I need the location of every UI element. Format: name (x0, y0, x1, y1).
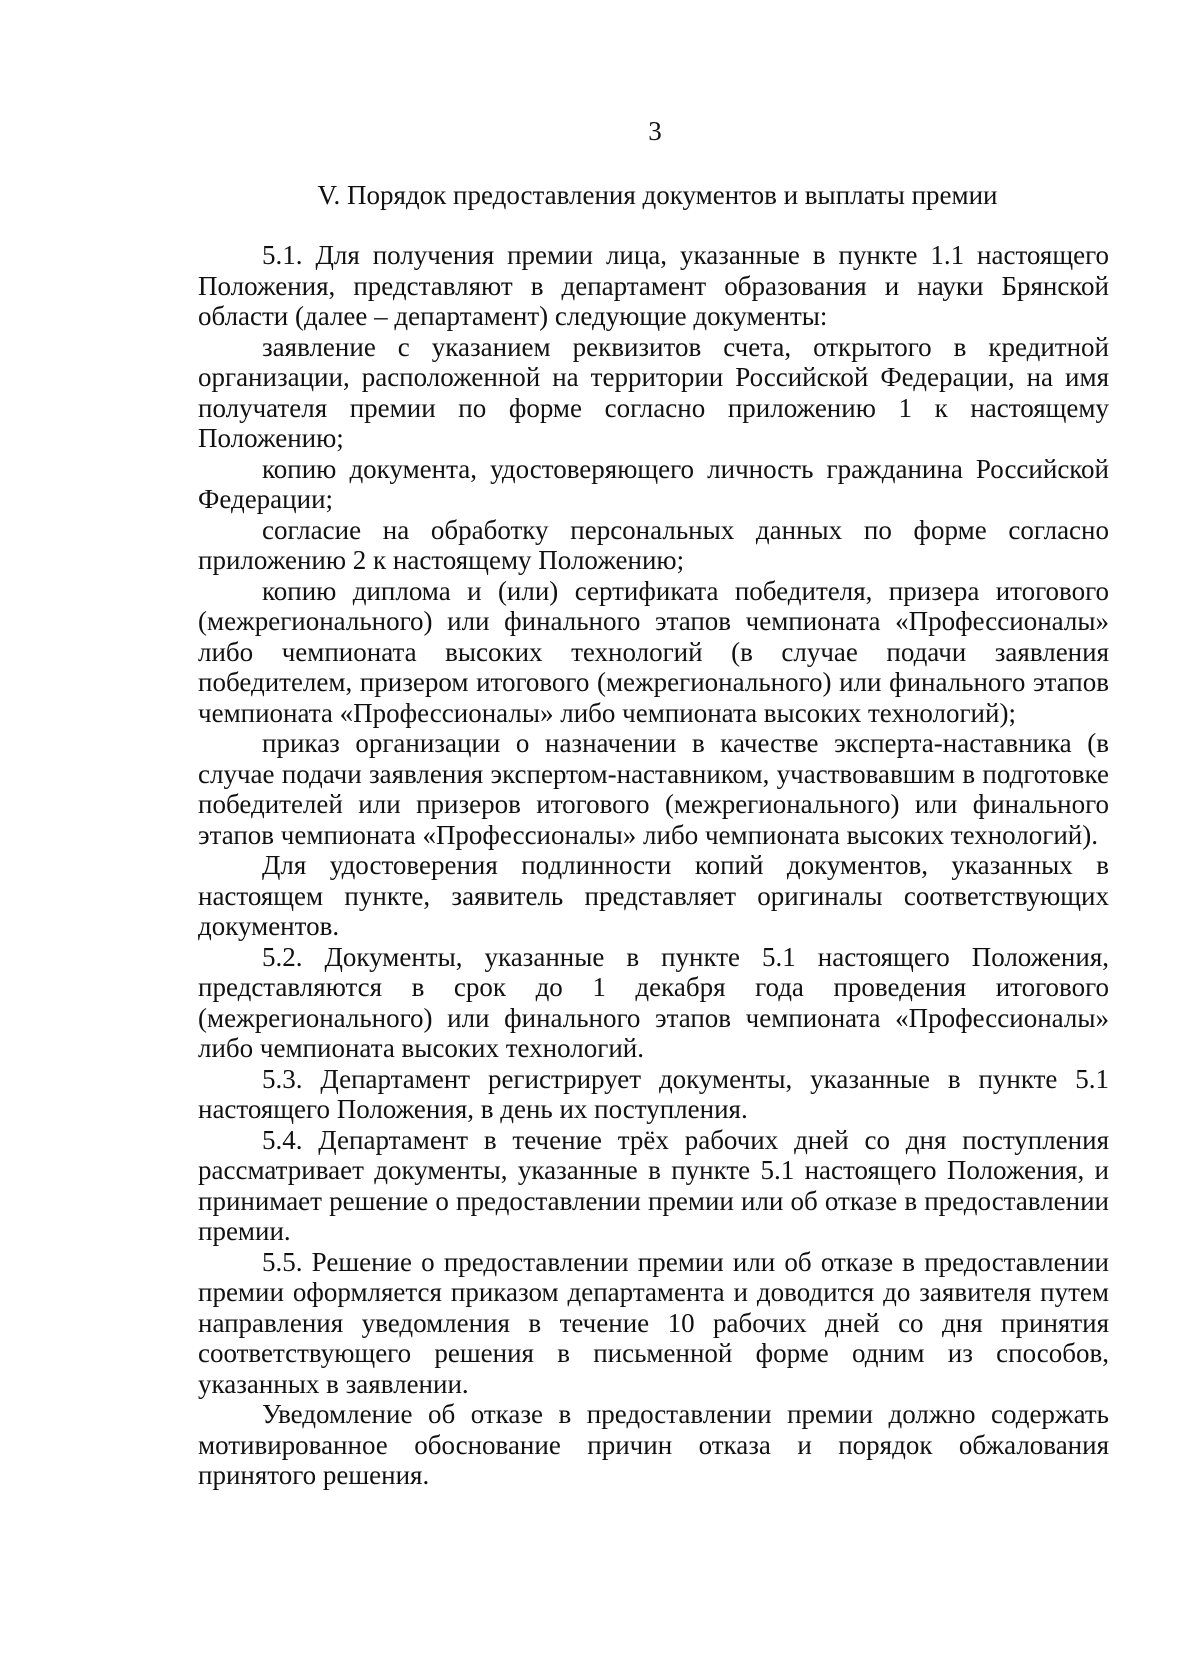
paragraph-expert-order: приказ организации о назначении в качестве эксперта-наставника (в случае подачи заявления экспертом-наставником, участвовавшим в подготовке победителей или призеров итогового (межрегионального) или финального этапов чемпионата «Профессионалы» либо чемпионата высоких технологий). (198, 728, 1109, 850)
paragraph-5-5: 5.5. Решение о предоставлении премии или об отказе в предоставлении премии оформляется приказом департамента и доводится до заявителя путем направления уведомления в течение 10 рабочих дней со дня принятия соответствующего решения в письменной форме одним из способов, указанных в заявлении. (198, 1246, 1109, 1399)
paragraph-refusal-notice: Уведомление об отказе в предоставлении премии должно содержать мотивированное обоснование причин отказа и порядок обжалования принятого решения. (198, 1399, 1109, 1490)
section-title: V. Порядок предоставления документов и выплаты премии (317, 180, 998, 210)
paragraph-5-3: 5.3. Департамент регистрирует документы, указанные в пункте 5.1 настоящего Положения, в день их поступления. (198, 1063, 1109, 1124)
paragraph-5-1: 5.1. Для получения премии лица, указанные в пункте 1.1 настоящего Положения, представляют в департамент образования и науки Брянской области (далее – департамент) следующие документы: (198, 240, 1109, 331)
paragraph-5-4: 5.4. Департамент в течение трёх рабочих дней со дня поступления рассматривает документы, указанные в пункте 5.1 настоящего Положения, и принимает решение о предоставлении премии или об отказе в предоставлении премии. (198, 1124, 1109, 1246)
paragraph-diploma-copy: копию диплома и (или) сертификата победителя, призера итогового (межрегионального) или финального этапов чемпионата «Профессионалы» либо чемпионата высоких технологий (в случае подачи заявления победителем, призером итогового (межрегионального) или финального этапов чемпионата «Профессионалы» либо чемпионата высоких технологий); (198, 575, 1109, 728)
paragraph-application: заявление с указанием реквизитов счета, открытого в кредитной организации, расположенной на территории Российской Федерации, на имя получателя премии по форме согласно приложению 1 к настоящему Положению; (198, 331, 1109, 453)
paragraph-identity-document: копию документа, удостоверяющего личность гражданина Российской Федерации; (198, 453, 1109, 514)
paragraph-originals: Для удостоверения подлинности копий документов, указанных в настоящем пункте, заявитель представляет оригиналы соответствующих документов. (198, 850, 1109, 941)
paragraph-personal-data-consent: согласие на обработку персональных данных по форме согласно приложению 2 к настоящему Положению; (198, 514, 1109, 575)
document-body (198, 240, 1109, 1491)
paragraph-5-2: 5.2. Документы, указанные в пункте 5.1 настоящего Положения, представляются в срок до 1 декабря года проведения итогового (межрегионального) или финального этапов чемпионата «Профессионалы» либо чемпионата высоких технологий. (198, 941, 1109, 1063)
page-number: 3 (648, 116, 662, 146)
